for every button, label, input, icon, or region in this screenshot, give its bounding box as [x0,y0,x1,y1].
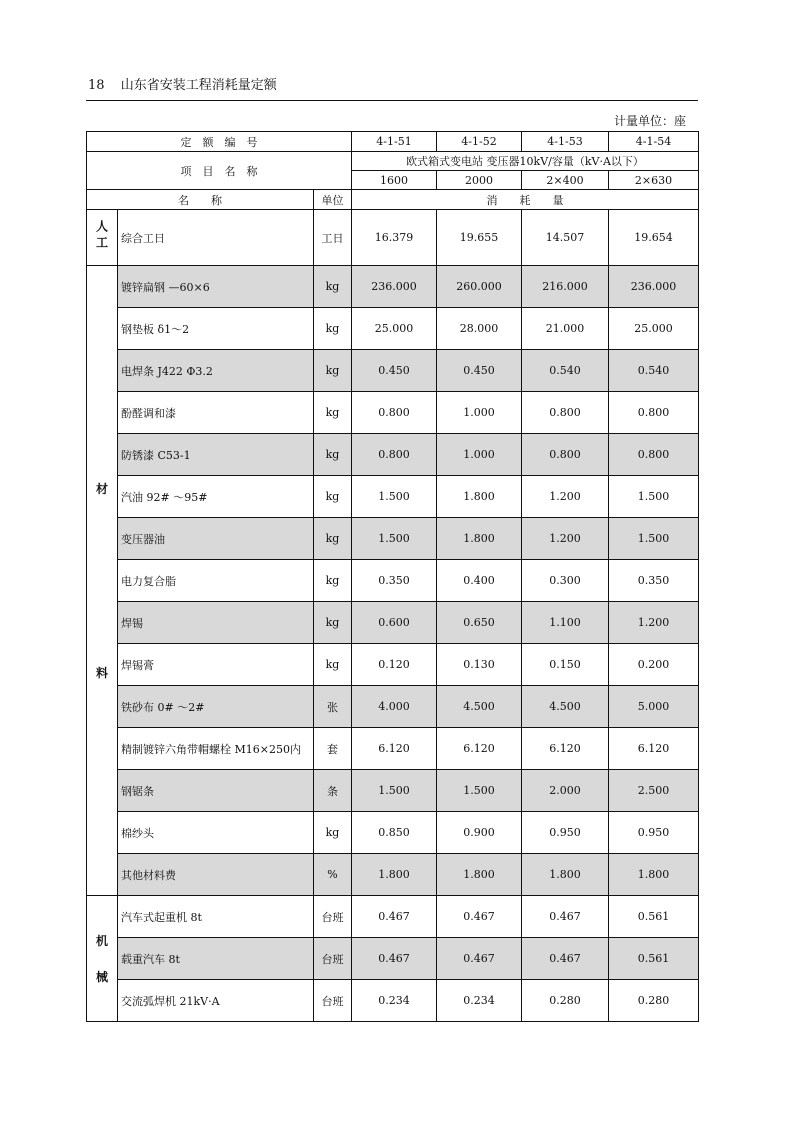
quota-number: 4-1-51 [352,132,437,152]
item-unit: kg [314,392,352,434]
table-row [87,812,699,854]
item-value: 0.467 [437,938,522,980]
item-name: 钢锯条 [118,770,314,812]
item-value: 0.150 [522,644,609,686]
item-value: 0.600 [352,602,437,644]
item-value: 2.500 [609,770,699,812]
item-unit: kg [314,434,352,476]
item-name: 钢垫板 δ1～2 [118,308,314,350]
item-value: 0.650 [437,602,522,644]
table-row [87,266,699,308]
item-value: 1.800 [609,854,699,896]
table-row [87,434,699,476]
item-unit: kg [314,266,352,308]
col-consumption-label: 消 耗 量 [352,190,699,210]
category-cell [87,896,118,1022]
col-name-label: 名 称 [87,190,314,210]
item-unit: 台班 [314,980,352,1022]
table-row [87,770,699,812]
item-value: 1.200 [609,602,699,644]
item-unit: kg [314,518,352,560]
item-value: 0.800 [352,434,437,476]
table-row [87,938,699,980]
table-row [87,896,699,938]
item-name: 焊锡膏 [118,644,314,686]
item-unit: kg [314,476,352,518]
item-name: 综合工日 [118,210,314,266]
item-value: 28.000 [437,308,522,350]
item-value: 0.540 [522,350,609,392]
capacity: 2000 [437,171,522,190]
category-cell [87,266,118,896]
item-unit: 台班 [314,938,352,980]
item-value: 1.000 [437,434,522,476]
item-value: 236.000 [352,266,437,308]
item-name: 汽油 92# ～95# [118,476,314,518]
item-value: 0.234 [437,980,522,1022]
item-value: 0.467 [437,896,522,938]
item-value: 1.800 [437,854,522,896]
item-value: 19.654 [609,210,699,266]
item-value: 1.800 [522,854,609,896]
item-value: 0.467 [522,896,609,938]
item-unit: 张 [314,686,352,728]
quota-number: 4-1-53 [522,132,609,152]
item-value: 0.450 [437,350,522,392]
item-value: 6.120 [522,728,609,770]
item-value: 1.800 [437,518,522,560]
item-value: 0.467 [522,938,609,980]
project-title: 欧式箱式变电站 变压器10kV/容量（kV·A以下） [352,152,699,171]
item-unit: kg [314,812,352,854]
item-value: 0.234 [352,980,437,1022]
item-unit: 条 [314,770,352,812]
item-name: 汽车式起重机 8t [118,896,314,938]
item-value: 1.500 [609,518,699,560]
item-value: 6.120 [437,728,522,770]
column-header-row [87,190,699,210]
item-unit: 工日 [314,210,352,266]
item-value: 1.200 [522,518,609,560]
item-value: 0.450 [352,350,437,392]
item-value: 0.800 [609,434,699,476]
quota-number: 4-1-52 [437,132,522,152]
table-row [87,686,699,728]
item-value: 0.561 [609,938,699,980]
table-row [87,854,699,896]
table-row [87,392,699,434]
table-row [87,518,699,560]
category-label: 人工 [94,220,109,252]
item-unit: kg [314,644,352,686]
table-row [87,728,699,770]
item-unit: 套 [314,728,352,770]
item-value: 216.000 [522,266,609,308]
item-value: 14.507 [522,210,609,266]
item-value: 1.000 [437,392,522,434]
item-value: 0.130 [437,644,522,686]
item-value: 25.000 [352,308,437,350]
item-unit: kg [314,308,352,350]
item-name: 铁砂布 0# ～2# [118,686,314,728]
item-value: 1.500 [609,476,699,518]
item-value: 6.120 [352,728,437,770]
capacity: 2×630 [609,171,699,190]
table-row [87,560,699,602]
item-name: 酚醛调和漆 [118,392,314,434]
item-value: 0.800 [522,392,609,434]
item-value: 0.280 [522,980,609,1022]
page-title: 山东省安装工程消耗量定额 [120,78,277,93]
page-header [88,74,277,93]
category-label: 械 [95,970,108,985]
item-value: 2.000 [522,770,609,812]
item-value: 0.800 [352,392,437,434]
item-name: 镀锌扁钢 —60×6 [118,266,314,308]
item-name: 精制镀锌六角带帽螺栓 M16×250内 [118,728,314,770]
item-name: 焊锡 [118,602,314,644]
item-value: 16.379 [352,210,437,266]
quota-number: 4-1-54 [609,132,699,152]
item-unit: % [314,854,352,896]
page-number: 18 [88,78,105,93]
item-unit: kg [314,560,352,602]
item-value: 0.400 [437,560,522,602]
item-value: 0.350 [609,560,699,602]
item-name: 电焊条 J422 Φ3.2 [118,350,314,392]
item-value: 0.950 [609,812,699,854]
quota-number-row [87,132,699,152]
item-value: 25.000 [609,308,699,350]
item-value: 1.800 [437,476,522,518]
item-value: 260.000 [437,266,522,308]
category-cell [87,210,118,266]
item-value: 1.800 [352,854,437,896]
item-value: 1.100 [522,602,609,644]
capacity: 2×400 [522,171,609,190]
unit-note: 计量单位：座 [613,114,686,128]
capacity: 1600 [352,171,437,190]
item-unit: kg [314,350,352,392]
item-value: 1.500 [352,518,437,560]
item-value: 1.500 [352,476,437,518]
item-name: 交流弧焊机 21kV·A [118,980,314,1022]
table-row [87,980,699,1022]
item-value: 0.280 [609,980,699,1022]
item-name: 电力复合脂 [118,560,314,602]
table-row [87,210,699,266]
table-row [87,308,699,350]
item-value: 5.000 [609,686,699,728]
item-name: 棉纱头 [118,812,314,854]
item-value: 0.561 [609,896,699,938]
table-row [87,602,699,644]
header-rule [86,100,698,101]
item-name: 载重汽车 8t [118,938,314,980]
col-unit-label: 单位 [314,190,352,210]
item-value: 0.800 [609,392,699,434]
item-unit: kg [314,602,352,644]
item-value: 0.900 [437,812,522,854]
item-value: 236.000 [609,266,699,308]
item-value: 0.850 [352,812,437,854]
quota-table [86,131,699,1022]
item-value: 1.200 [522,476,609,518]
item-value: 0.200 [609,644,699,686]
item-value: 0.467 [352,938,437,980]
category-label: 材 [95,481,108,496]
category-label: 机 [95,933,108,948]
item-value: 0.800 [522,434,609,476]
item-value: 1.500 [352,770,437,812]
item-value: 0.467 [352,896,437,938]
item-name: 变压器油 [118,518,314,560]
table-row [87,644,699,686]
project-title-row [87,152,699,171]
item-value: 4.500 [522,686,609,728]
table-row [87,350,699,392]
item-value: 0.300 [522,560,609,602]
category-label-wrap [87,396,117,765]
item-value: 4.000 [352,686,437,728]
item-value: 0.350 [352,560,437,602]
quota-number-label: 定 额 编 号 [87,132,352,152]
item-name: 其他材料费 [118,854,314,896]
item-value: 1.500 [437,770,522,812]
item-value: 19.655 [437,210,522,266]
table-row [87,476,699,518]
item-value: 21.000 [522,308,609,350]
item-value: 0.540 [609,350,699,392]
item-unit: 台班 [314,896,352,938]
category-label: 料 [95,666,108,681]
item-value: 0.950 [522,812,609,854]
item-value: 4.500 [437,686,522,728]
item-value: 6.120 [609,728,699,770]
item-value: 0.120 [352,644,437,686]
category-label-wrap [87,922,117,996]
item-name: 防锈漆 C53-1 [118,434,314,476]
item-name-label: 项 目 名 称 [87,152,352,190]
